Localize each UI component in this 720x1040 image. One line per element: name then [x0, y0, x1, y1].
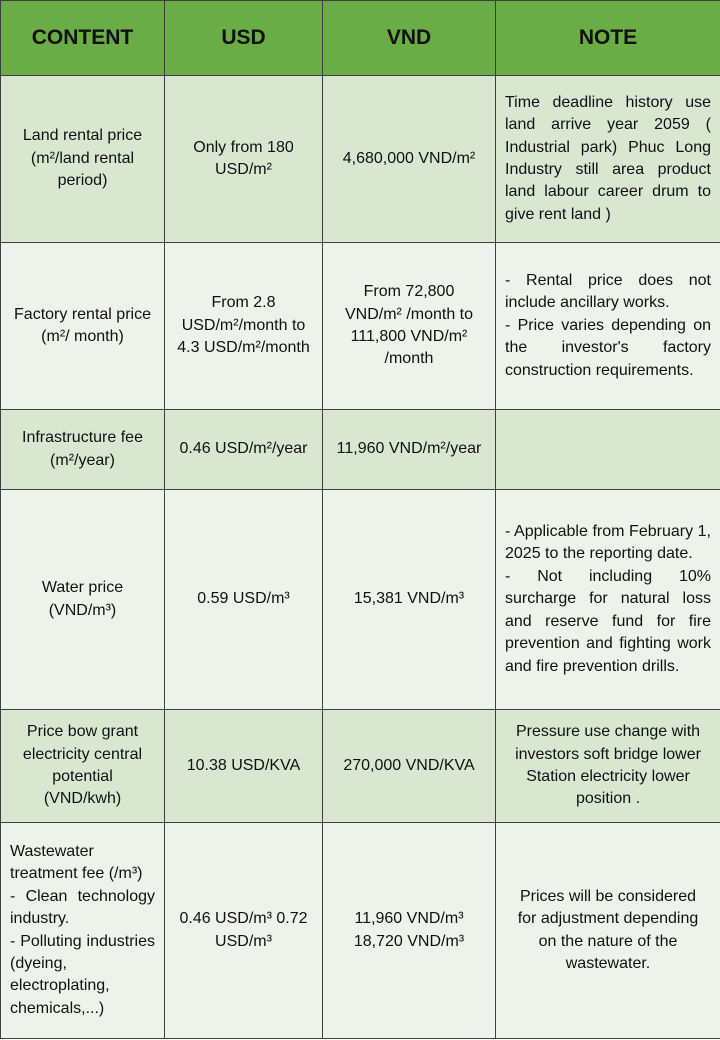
row-content: Land rental price (m²/land rental period)	[1, 76, 165, 243]
row-usd: 0.59 USD/m³	[165, 490, 323, 710]
row-note: Pressure use change with investors soft bridge lower Station electricity lower position .	[496, 710, 720, 823]
row-vnd: 270,000 VND/KVA	[323, 710, 496, 823]
row-vnd: 11,960 VND/m²/year	[323, 410, 496, 490]
header-note: NOTE	[496, 1, 720, 76]
row-vnd: From 72,800 VND/m² /month to 111,800 VND/m² /month	[323, 243, 496, 410]
row-content: Wastewater treatment fee (/m³) - Clean technology industry. - Polluting industries (dyeing, electroplating, chemicals,...)	[1, 823, 165, 1039]
row-usd: 10.38 USD/KVA	[165, 710, 323, 823]
table-row	[1, 490, 720, 710]
row-vnd: 15,381 VND/m³	[323, 490, 496, 710]
row-vnd: 11,960 VND/m³ 18,720 VND/m³	[323, 823, 496, 1039]
row-content: Water price (VND/m³)	[1, 490, 165, 710]
row-usd: 0.46 USD/m²/year	[165, 410, 323, 490]
table-row	[1, 76, 720, 243]
row-vnd: 4,680,000 VND/m²	[323, 76, 496, 243]
row-usd: 0.46 USD/m³ 0.72 USD/m³	[165, 823, 323, 1039]
row-note: Prices will be considered for adjustment depending on the nature of the wastewater.	[496, 823, 720, 1039]
row-note: - Applicable from February 1, 2025 to the reporting date. - Not including 10% surcharge for natural loss and reserve fund for fire prevention and fighting work and fire prevention drills.	[496, 490, 720, 710]
table-row	[1, 410, 720, 490]
row-note: Time deadline history use land arrive year 2059 ( Industrial park) Phuc Long Industry still area product land labour career drum to give rent land )	[496, 76, 720, 243]
row-content: Factory rental price (m²/ month)	[1, 243, 165, 410]
row-content: Infrastructure fee (m²/year)	[1, 410, 165, 490]
row-note	[496, 410, 720, 490]
row-content: Price bow grant electricity central potential (VND/kwh)	[1, 710, 165, 823]
row-note: - Rental price does not include ancillary works. - Price varies depending on the investor's factory construction requirements.	[496, 243, 720, 410]
header-row	[1, 1, 720, 76]
table-row	[1, 823, 720, 1039]
row-usd: Only from 180 USD/m²	[165, 76, 323, 243]
header-usd: USD	[165, 1, 323, 76]
header-vnd: VND	[323, 1, 496, 76]
row-usd: From 2.8 USD/m²/month to 4.3 USD/m²/month	[165, 243, 323, 410]
table-row	[1, 243, 720, 410]
table-row	[1, 710, 720, 823]
header-content: CONTENT	[1, 1, 165, 76]
